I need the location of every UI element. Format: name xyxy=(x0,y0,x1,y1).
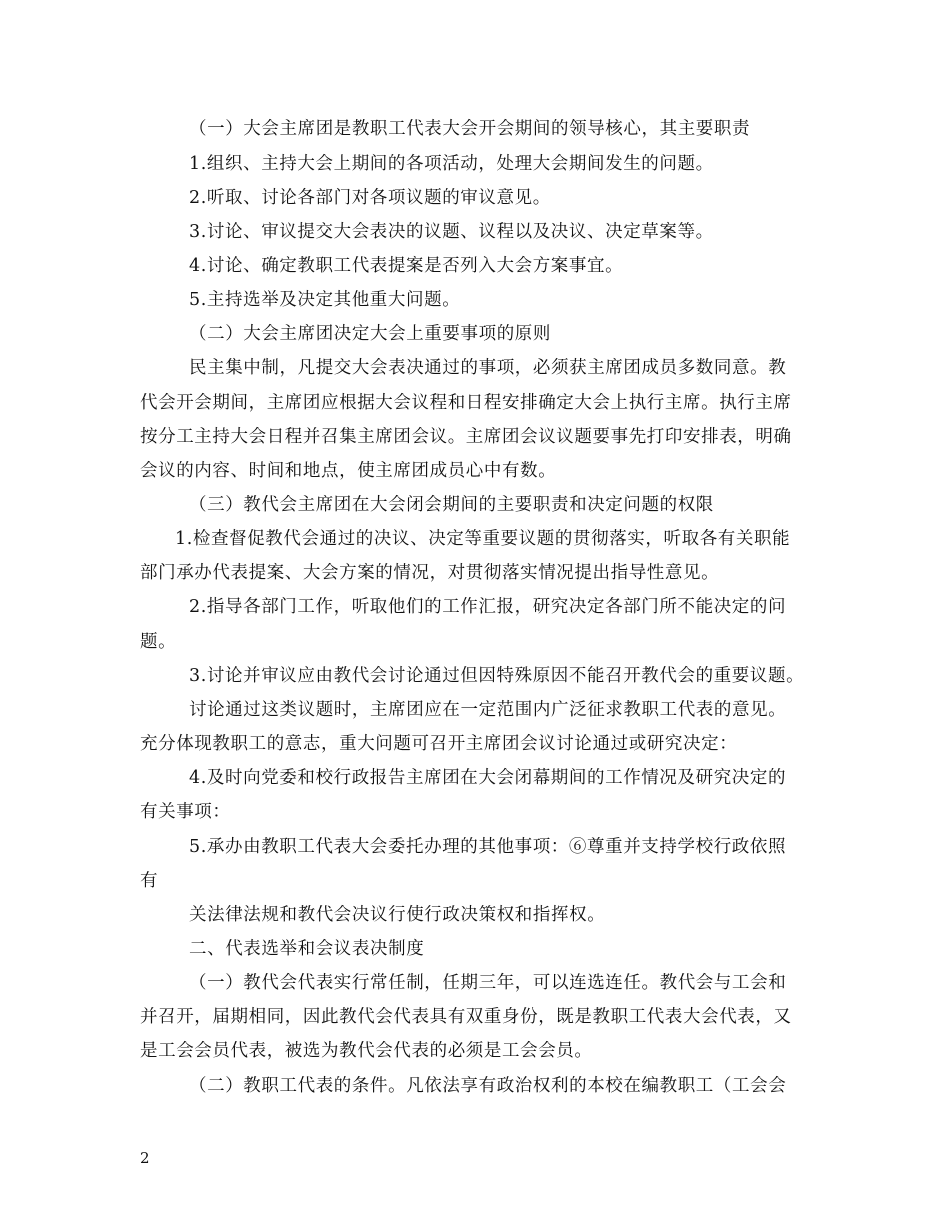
text-line: （一）教代会代表实行常任制，任期三年，可以连选连任。教代会与工会和 xyxy=(189,973,787,993)
text-line: 1.组织、主持大会上期间的各项活动，处理大会期间发生的问题。 xyxy=(189,154,714,174)
text-line: （二）教职工代表的条件。凡依法享有政治权利的本校在编教职工（工会会 xyxy=(189,1076,787,1096)
text-line: （三）教代会主席团在大会闭会期间的主要职责和决定问题的权限 xyxy=(189,495,714,515)
text-line: （二）大会主席团决定大会上重要事项的原则 xyxy=(189,324,551,344)
text-line: （一）大会主席团是教职工代表大会开会期间的领导核心，其主要职责 xyxy=(189,119,751,139)
page-number: 2 xyxy=(140,1149,150,1167)
text-line: 并召开，届期相同，因此教代会代表具有双重身份，既是教职工代表大会代表，又 xyxy=(140,1007,792,1027)
text-line: 5.主持选举及决定其他重大问题。 xyxy=(189,290,461,310)
text-line: 4.讨论、确定教职工代表提案是否列入大会方案事宜。 xyxy=(189,256,624,276)
text-line: 按分工主持大会日程并召集主席团会议。主席团会议议题要事先打印安排表，明确 xyxy=(140,427,792,447)
text-line: 有 xyxy=(140,871,159,891)
section-heading: 二、代表选举和会议表决制度 xyxy=(189,939,425,959)
text-line: 3.讨论、审议提交大会表决的议题、议程以及决议、决定草案等。 xyxy=(189,222,714,242)
text-line: 4.及时向党委和校行政报告主席团在大会闭幕期间的工作情况及研究决定的 xyxy=(189,768,787,788)
text-line: 2.听取、讨论各部门对各项议题的审议意见。 xyxy=(189,188,551,208)
text-line: 3.讨论并审议应由教代会讨论通过但因特殊原因不能召开教代会的重要议题。 xyxy=(189,666,805,686)
text-line: 部门承办代表提案、大会方案的情况，对贯彻落实情况提出指导性意见。 xyxy=(140,563,720,583)
text-line: 关法律法规和教代会决议行使行政决策权和指挥权。 xyxy=(189,905,606,925)
text-line: 2.指导各部门工作，听取他们的工作汇报，研究决定各部门所不能决定的问 xyxy=(189,597,787,617)
text-line: 充分体现教职工的意志，重大问题可召开主席团会议讨论通过或研究决定： xyxy=(140,734,738,754)
text-line: 代会开会期间，主席团应根据大会议程和日程安排确定大会上执行主席。执行主席 xyxy=(140,393,792,413)
text-line: 讨论通过这类议题时，主席团应在一定范围内广泛征求教职工代表的意见。 xyxy=(189,700,787,720)
text-line: 会议的内容、时间和地点，使主席团成员心中有数。 xyxy=(140,461,557,481)
text-line: 民主集中制，凡提交大会表决通过的事项，必须获主席团成员多数同意。教 xyxy=(189,358,787,378)
text-line: 有关事项： xyxy=(140,802,231,822)
text-line: 1.检查督促教代会通过的决议、决定等重要议题的贯彻落实，听取各有关职能 xyxy=(175,529,791,549)
text-line: 5.承办由教职工代表大会委托办理的其他事项：⑥尊重并支持学校行政依照 xyxy=(189,837,787,857)
text-line: 是工会会员代表，被选为教代会代表的必须是工会会员。 xyxy=(140,1041,593,1061)
text-line: 题。 xyxy=(140,632,177,652)
